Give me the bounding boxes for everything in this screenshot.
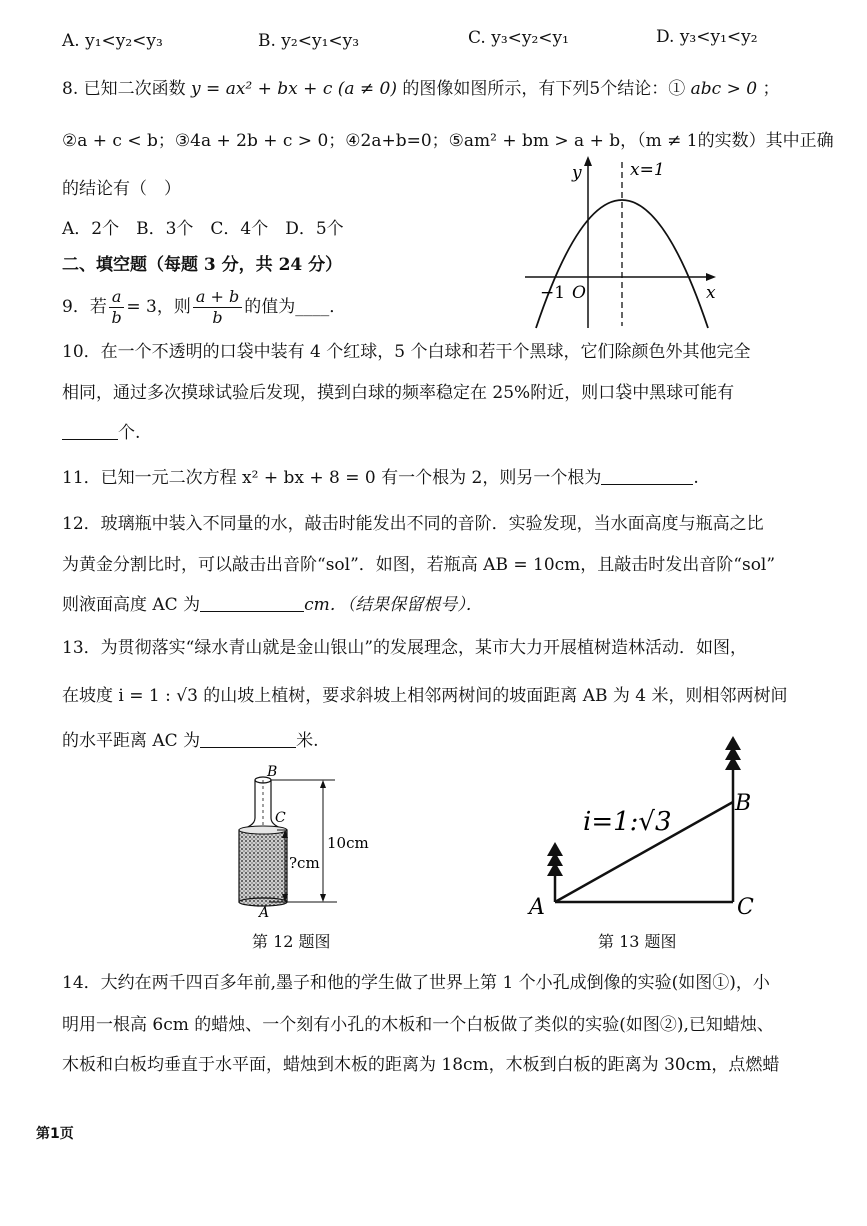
q11-answer-blank[interactable] <box>601 468 693 485</box>
q11-line <box>62 467 699 489</box>
q12-line3 <box>62 594 483 616</box>
fig12-unknown-label: ?cm <box>289 854 320 872</box>
fig13-label-c: C <box>737 895 754 920</box>
fig12-label-c: C <box>275 810 286 826</box>
q13-answer-blank[interactable] <box>200 731 296 748</box>
q9-frac2-num: a + b <box>193 287 242 308</box>
q9-fraction-sum <box>193 287 242 328</box>
q8-function: y = ax² + bx + c (a ≠ 0) <box>191 79 398 99</box>
q7-option-a: A. y₁<y₂<y₃ <box>62 31 163 51</box>
q8-options: A．2个 B．3个 C．4个 D．5个 <box>62 219 344 239</box>
q12-line3b: cm．（结果保留根号）． <box>304 595 483 615</box>
q14-line1: 14．大约在两千四百多年前,墨子和他的学生做了世界上第 1 个小孔成倒像的实验(如图①)，小 <box>62 973 770 993</box>
q9-frac1-num: a <box>109 287 125 308</box>
bottle-liquid <box>239 830 287 902</box>
x-label: x <box>706 283 716 303</box>
q12-line3a: 则液面高度 AC 为 <box>62 595 201 615</box>
q13-line3 <box>62 730 319 752</box>
dim-arrow-up-icon <box>320 780 326 788</box>
q8-line3: 的结论有（ ） <box>62 179 181 199</box>
q8-text1: 已知二次函数 <box>83 79 186 99</box>
fig13-caption: 第 13 题图 <box>598 932 677 951</box>
dim-arrow-down-icon <box>320 894 326 902</box>
fig12-label-a: A <box>259 905 270 920</box>
q13-line2: 在坡度 i = 1 : √3 的山坡上植树，要求斜坡上相邻两树间的坡面距离 AB 为 4 米，则相邻两树间 <box>62 686 788 706</box>
y-axis-arrow-icon <box>584 156 592 166</box>
fig12-label-b: B <box>267 764 278 780</box>
q12-answer-blank[interactable] <box>200 595 304 612</box>
q11-text: 11．已知一元二次方程 x² + bx + 8 = 0 有一个根为 2，则另一个根为 <box>62 468 602 488</box>
y-label: y <box>572 163 582 183</box>
q10-line1: 10．在一个不透明的口袋中装有 4 个红球，5 个白球和若干个黑球，它们除颜色外其他完全 <box>62 342 751 362</box>
q8-conclusion1: abc > 0 <box>690 79 758 99</box>
q14-line2: 明用一根高 6cm 的蜡烛、一个刻有小孔的木板和一个白板做了类似的实验(如图②),已知蜡烛、 <box>62 1015 774 1035</box>
q9-pre: 9．若 <box>62 297 107 317</box>
q9-frac1-den: b <box>111 307 122 327</box>
q13-line3b: 米. <box>296 731 319 751</box>
q12-line1: 12．玻璃瓶中装入不同量的水，敲击时能发出不同的音阶．实验发现，当水面高度与瓶高之比 <box>62 514 764 534</box>
page-footer: 第1页 <box>36 1126 74 1142</box>
q10-line2: 相同，通过多次摸球试验后发现，摸到白球的频率稳定在 25%附近，则口袋中黑球可能有 <box>62 383 735 403</box>
q8-text2: 的图像如图所示，有下列5个结论：① <box>402 79 686 99</box>
fig13-label-a: A <box>529 895 545 920</box>
minus-one-label: −1 <box>540 283 566 303</box>
q10-line3 <box>62 422 140 444</box>
symmetry-label: x=1 <box>630 160 665 180</box>
q11-end: . <box>693 468 699 488</box>
x-axis-arrow-icon <box>706 273 716 281</box>
q8-number: 8. <box>62 79 79 99</box>
q9-eq: = 3，则 <box>126 297 191 317</box>
q8-line1: 8. 已知二次函数 y = ax² + bx + c (a ≠ 0) 的图像如图所示，有下列5个结论：① abc > 0 ； <box>62 79 780 99</box>
q8-line2: ②a + c < b；③4a + 2b + c > 0；④2a+b=0；⑤am² + bm > a + b，（m ≠ 1的实数）其中正确 <box>62 131 834 151</box>
q8-parabola-graph <box>510 150 725 330</box>
q7-option-c: C. y₃<y₂<y₁ <box>468 28 569 48</box>
q9-fraction-a-over-b <box>109 287 125 328</box>
q9-post: 的值为____． <box>244 297 347 317</box>
q9-frac2-den: b <box>212 307 223 327</box>
section2-title: 二、填空题（每题 3 分，共 24 分） <box>62 255 343 275</box>
q7-option-d: D. y₃<y₁<y₂ <box>656 27 758 47</box>
q14-line3: 木板和白板均垂直于水平面，蜡烛到木板的距离为 18cm，木板到白板的距离为 30cm，点燃蜡 <box>62 1055 780 1075</box>
q12-line2: 为黄金分割比时，可以敲击出音阶“sol”．如图，若瓶高 AB = 10cm，且敲击时发出音阶“sol” <box>62 555 776 575</box>
fig12-caption: 第 12 题图 <box>252 932 331 951</box>
q13-line1: 13．为贯彻落实“绿水青山就是金山银山”的发展理念，某市大力开展植树造林活动．如图， <box>62 638 748 658</box>
fig12-height-label: 10cm <box>327 834 369 852</box>
q10-answer-blank[interactable] <box>62 423 118 440</box>
fig13-slope-diagram <box>525 730 775 925</box>
q9-line <box>62 284 346 330</box>
fig13-label-b: B <box>735 791 752 816</box>
q13-line3a: 的水平距离 AC 为 <box>62 731 201 751</box>
q7-option-b: B. y₂<y₁<y₃ <box>258 31 360 51</box>
fig12-bottle-diagram <box>225 760 385 920</box>
fig13-slope-label: i=1:√3 <box>583 807 672 837</box>
q10-line3-text: 个. <box>118 423 141 443</box>
origin-label: O <box>572 283 586 303</box>
